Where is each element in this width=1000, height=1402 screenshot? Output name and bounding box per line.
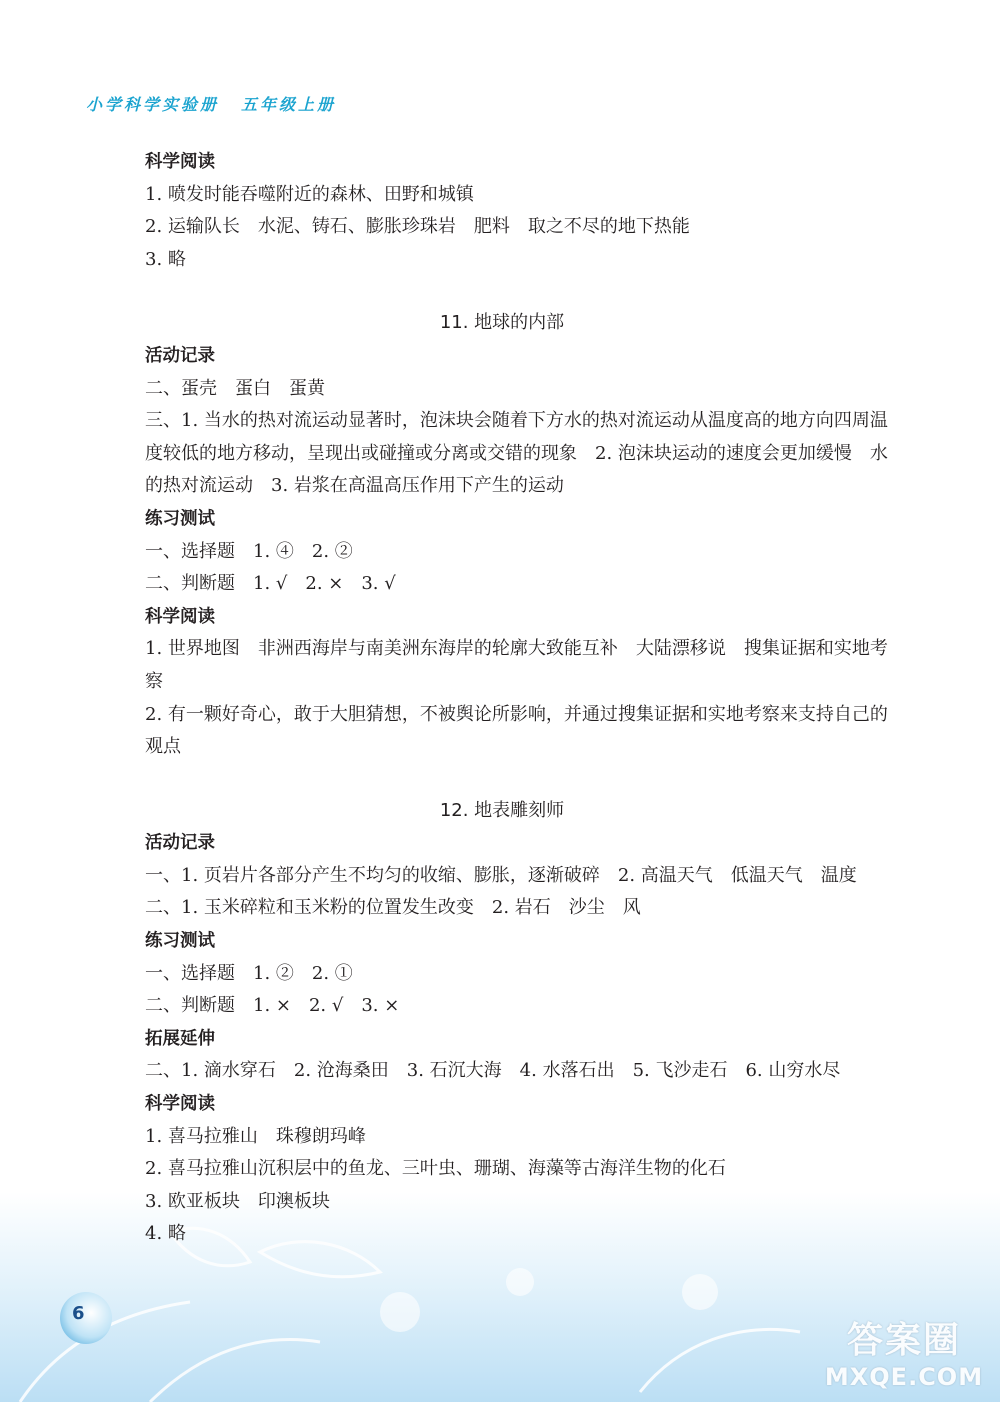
answer-line: 3. 略	[145, 248, 186, 270]
answer-line: 1. 喜马拉雅山 珠穆朗玛峰	[145, 1125, 366, 1147]
answer-line: 4. 略	[145, 1223, 186, 1245]
answer-paragraph: 三、1. 当水的热对流运动显著时，泡沫块会随着下方水的热对流运动从温度高的地方向四周温度较低的地方移动，呈现出或碰撞或分离或交错的现象 2. 泡沫块运动的速度会更加缓慢 水的热对流运动 3. 岩浆在高温高压作用下产生的运动	[145, 410, 888, 497]
page-number: 6	[72, 1303, 85, 1324]
answer-line: 3. 欧亚板块 印澳板块	[145, 1190, 330, 1212]
answer-content	[107, 146, 897, 1251]
grade-label: 五年级上册	[241, 95, 337, 114]
answer-line: 二、1. 滴水穿石 2. 沧海桑田 3. 石沉大海 4. 水落石出 5. 飞沙走石 6. 山穷水尽	[145, 1060, 841, 1082]
section-heading: 练习测试	[145, 508, 215, 529]
section-heading: 科学阅读	[145, 152, 215, 172]
answer-line: 二、判断题 1. × 2. √ 3. ×	[145, 995, 400, 1017]
answer-line: 二、蛋壳 蛋白 蛋黄	[145, 377, 325, 399]
section-heading: 科学阅读	[145, 606, 215, 627]
answer-line: 2. 运输队长 水泥、铸石、膨胀珍珠岩 肥料 取之不尽的地下热能	[145, 216, 690, 238]
watermark-logo	[818, 1312, 990, 1391]
answer-line: 一、选择题 1. ② 2. ①	[145, 962, 353, 984]
answer-paragraph: 1. 世界地图 非洲西海岸与南美洲东海岸的轮廓大致能互补 大陆漂移说 搜集证据和实地考察	[145, 638, 888, 692]
section-heading: 活动记录	[145, 345, 215, 366]
answer-line: 一、选择题 1. ④ 2. ②	[145, 540, 353, 562]
answer-paragraph: 2. 有一颗好奇心，敢于大胆猜想，不被舆论所影响，并通过搜集证据和实地考察来支持自己的观点	[145, 703, 888, 758]
section-heading: 拓展延伸	[145, 1028, 215, 1049]
chapter-title: 11. 地球的内部	[439, 312, 565, 334]
answer-line: 二、判断题 1. √ 2. × 3. √	[145, 573, 396, 595]
answer-line: 一、1. 页岩片各部分产生不均匀的收缩、膨胀，逐渐破碎 2. 高温天气 低温天气 温度	[145, 864, 857, 886]
answer-line: 1. 喷发时能吞噬附近的森林、田野和城镇	[145, 183, 474, 205]
section-heading: 科学阅读	[145, 1094, 215, 1115]
section-heading: 活动记录	[145, 833, 215, 854]
page-number-badge	[60, 1292, 112, 1344]
watermark-url: MXQE.COM	[824, 1363, 984, 1391]
book-header	[86, 92, 336, 115]
book-title: 小学科学实验册	[86, 95, 220, 114]
answer-line: 二、1. 玉米碎粒和玉米粉的位置发生改变 2. 岩石 沙尘 风	[145, 897, 641, 919]
answer-line: 2. 喜马拉雅山沉积层中的鱼龙、三叶虫、珊瑚、海藻等古海洋生物的化石	[145, 1158, 726, 1180]
chapter-title: 12. 地表雕刻师	[439, 799, 565, 821]
watermark-text: 答案圈	[846, 1320, 961, 1361]
section-heading: 练习测试	[145, 931, 215, 952]
